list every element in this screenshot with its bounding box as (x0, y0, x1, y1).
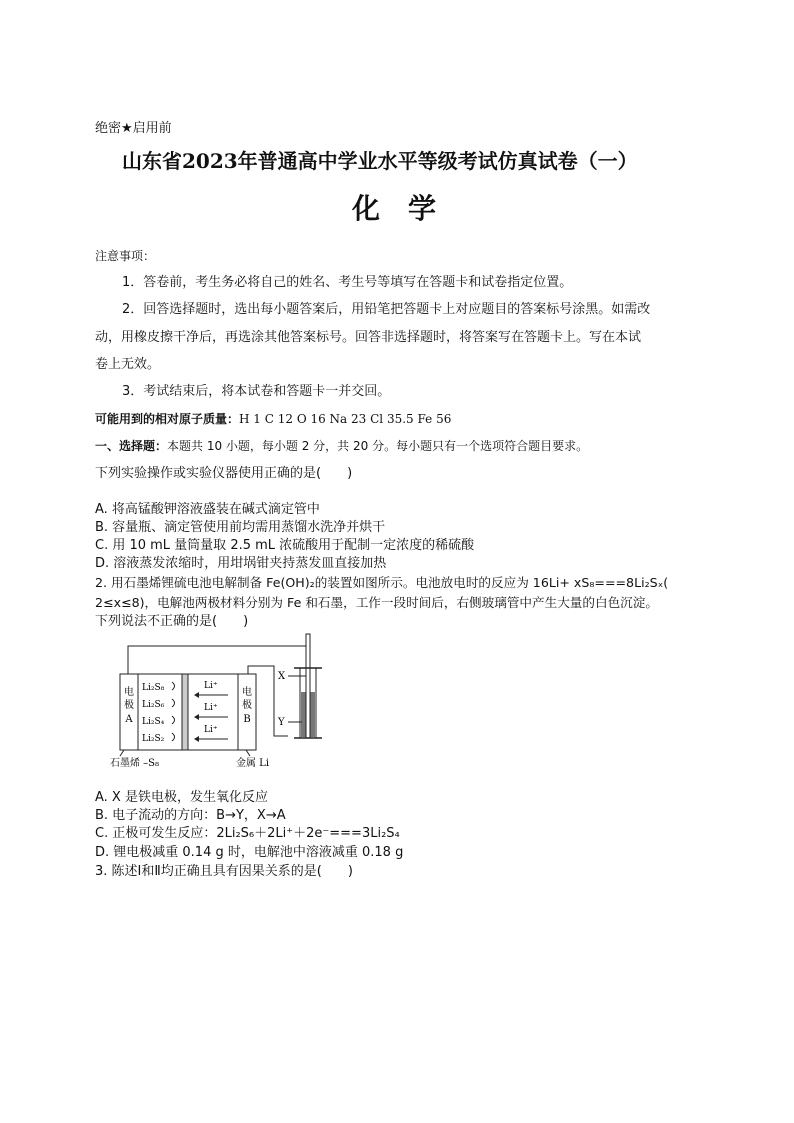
label-metal-li: 金属 Li (236, 758, 270, 769)
notice-item-3: 3．考试结束后，将本试卷和答题卡一并交回。 (122, 384, 391, 399)
electrode-a-char-3: A (125, 714, 133, 725)
electrode-a (120, 674, 138, 750)
separator-membrane (182, 674, 188, 750)
electrode-b-char-1: 电 (242, 687, 252, 698)
electrode-a-char-1: 电 (124, 687, 134, 698)
q2-option-d: D. 锂电极减重 0.14 g 时，电解池中溶液减重 0.18 g (95, 845, 404, 860)
exam-title: 山东省2023年普通高中学业水平等级考试仿真试卷（一） (122, 149, 638, 173)
notice-item-2-line-2: 动，用橡皮擦干净后，再选涂其他答案标号。回答非选择题时，将答案写在答题卡上。写在本试 (95, 330, 642, 345)
label-graphene-s8: 石墨烯 –S₈ (110, 758, 160, 769)
electrode-b-char-2: 极 (242, 700, 252, 711)
q2-stem-line-2: 2≤x≤8)，电解池两极材料分别为 Fe 和石墨，工作一段时间后，右侧玻璃管中产生大量的白色沉淀。 (95, 595, 658, 610)
species-li2s6: Li₂S₆ (142, 700, 165, 710)
notice-heading: 注意事项： (95, 249, 156, 263)
secret-mark: 绝密★启用前 (95, 121, 172, 136)
li-ion-label: Li⁺ (204, 725, 218, 735)
q2-option-a: A. X 是铁电极，发生氧化反应 (95, 790, 268, 805)
q2-option-c: C. 正极可发生反应：2Li₂S₆＋2Li⁺＋2e⁻===3Li₂S₄ (95, 826, 400, 841)
q1-stem: 下列实验操作或实验仪器使用正确的是( ) (95, 466, 353, 481)
subject-title: 化 学 (352, 192, 437, 225)
notice-item-2-line-3: 卷上无效。 (95, 357, 161, 372)
species-li2s4: Li₂S₄ (142, 717, 165, 727)
label-x: X (278, 671, 286, 682)
q1-option-d: D. 溶液蒸发浓缩时，用坩埚钳夹持蒸发皿直接加热 (95, 556, 387, 571)
q2-option-b: B. 电子流动的方向：B→Y，X→A (95, 808, 286, 823)
q1-option-c: C. 用 10 mL 量筒量取 2.5 mL 浓硫酸用于配制一定浓度的稀硫酸 (95, 538, 475, 553)
label-y: Y (278, 717, 285, 728)
notice-item-1: 1．答卷前，考生务必将自己的姓名、考生号等填写在答题卡和试卷指定位置。 (122, 275, 573, 290)
atomic-masses-label: 可能用到的相对原子质量： (95, 412, 240, 426)
li-ion-label: Li⁺ (204, 681, 218, 691)
section-1-header (95, 438, 588, 454)
q3-stem: 3. 陈述Ⅰ和Ⅱ均正确且具有因果关系的是( ) (95, 864, 353, 879)
electrode-a-char-2: 极 (124, 700, 134, 711)
leader-line (246, 750, 250, 756)
notice-item-2-line-1: 2．回答选择题时，选出每小题答案后，用铅笔把答题卡上对应题目的答案标号涂黑。如需改 (122, 302, 651, 317)
section-1-label: 一、选择题： (95, 439, 168, 453)
q1-option-a: A. 将高锰酸钾溶液盛装在碱式滴定管中 (95, 502, 320, 517)
electrolysis-figure (110, 632, 340, 772)
section-1-text: 本题共 10 小题，每小题 2 分，共 20 分。每小题只有一个选项符合题目要求。 (167, 439, 589, 453)
atomic-masses (95, 411, 451, 427)
leader-line (120, 750, 124, 756)
electrode-b-char-3: B (243, 714, 251, 725)
q2-stem-line-1: 2. 用石墨烯锂硫电池电解制备 Fe(OH)₂的装置如图所示。电池放电时的反应为 16Li+ xS₈===8Li₂Sₓ( (95, 575, 669, 590)
q2-stem-line-3: 下列说法不正确的是( ) (95, 614, 249, 629)
species-li2s2: Li₂S₂ (142, 734, 165, 744)
inner-electrode (306, 634, 310, 738)
species-li2s8: Li₂S₈ (142, 683, 165, 693)
q1-option-b: B. 容量瓶、滴定管使用前均需用蒸馏水洗净并烘干 (95, 520, 386, 535)
electrode-b (238, 674, 256, 750)
li-ion-label: Li⁺ (204, 703, 218, 713)
wire-top (128, 646, 306, 674)
atomic-masses-values: H 1 C 12 O 16 Na 23 Cl 35.5 Fe 56 (239, 412, 452, 426)
